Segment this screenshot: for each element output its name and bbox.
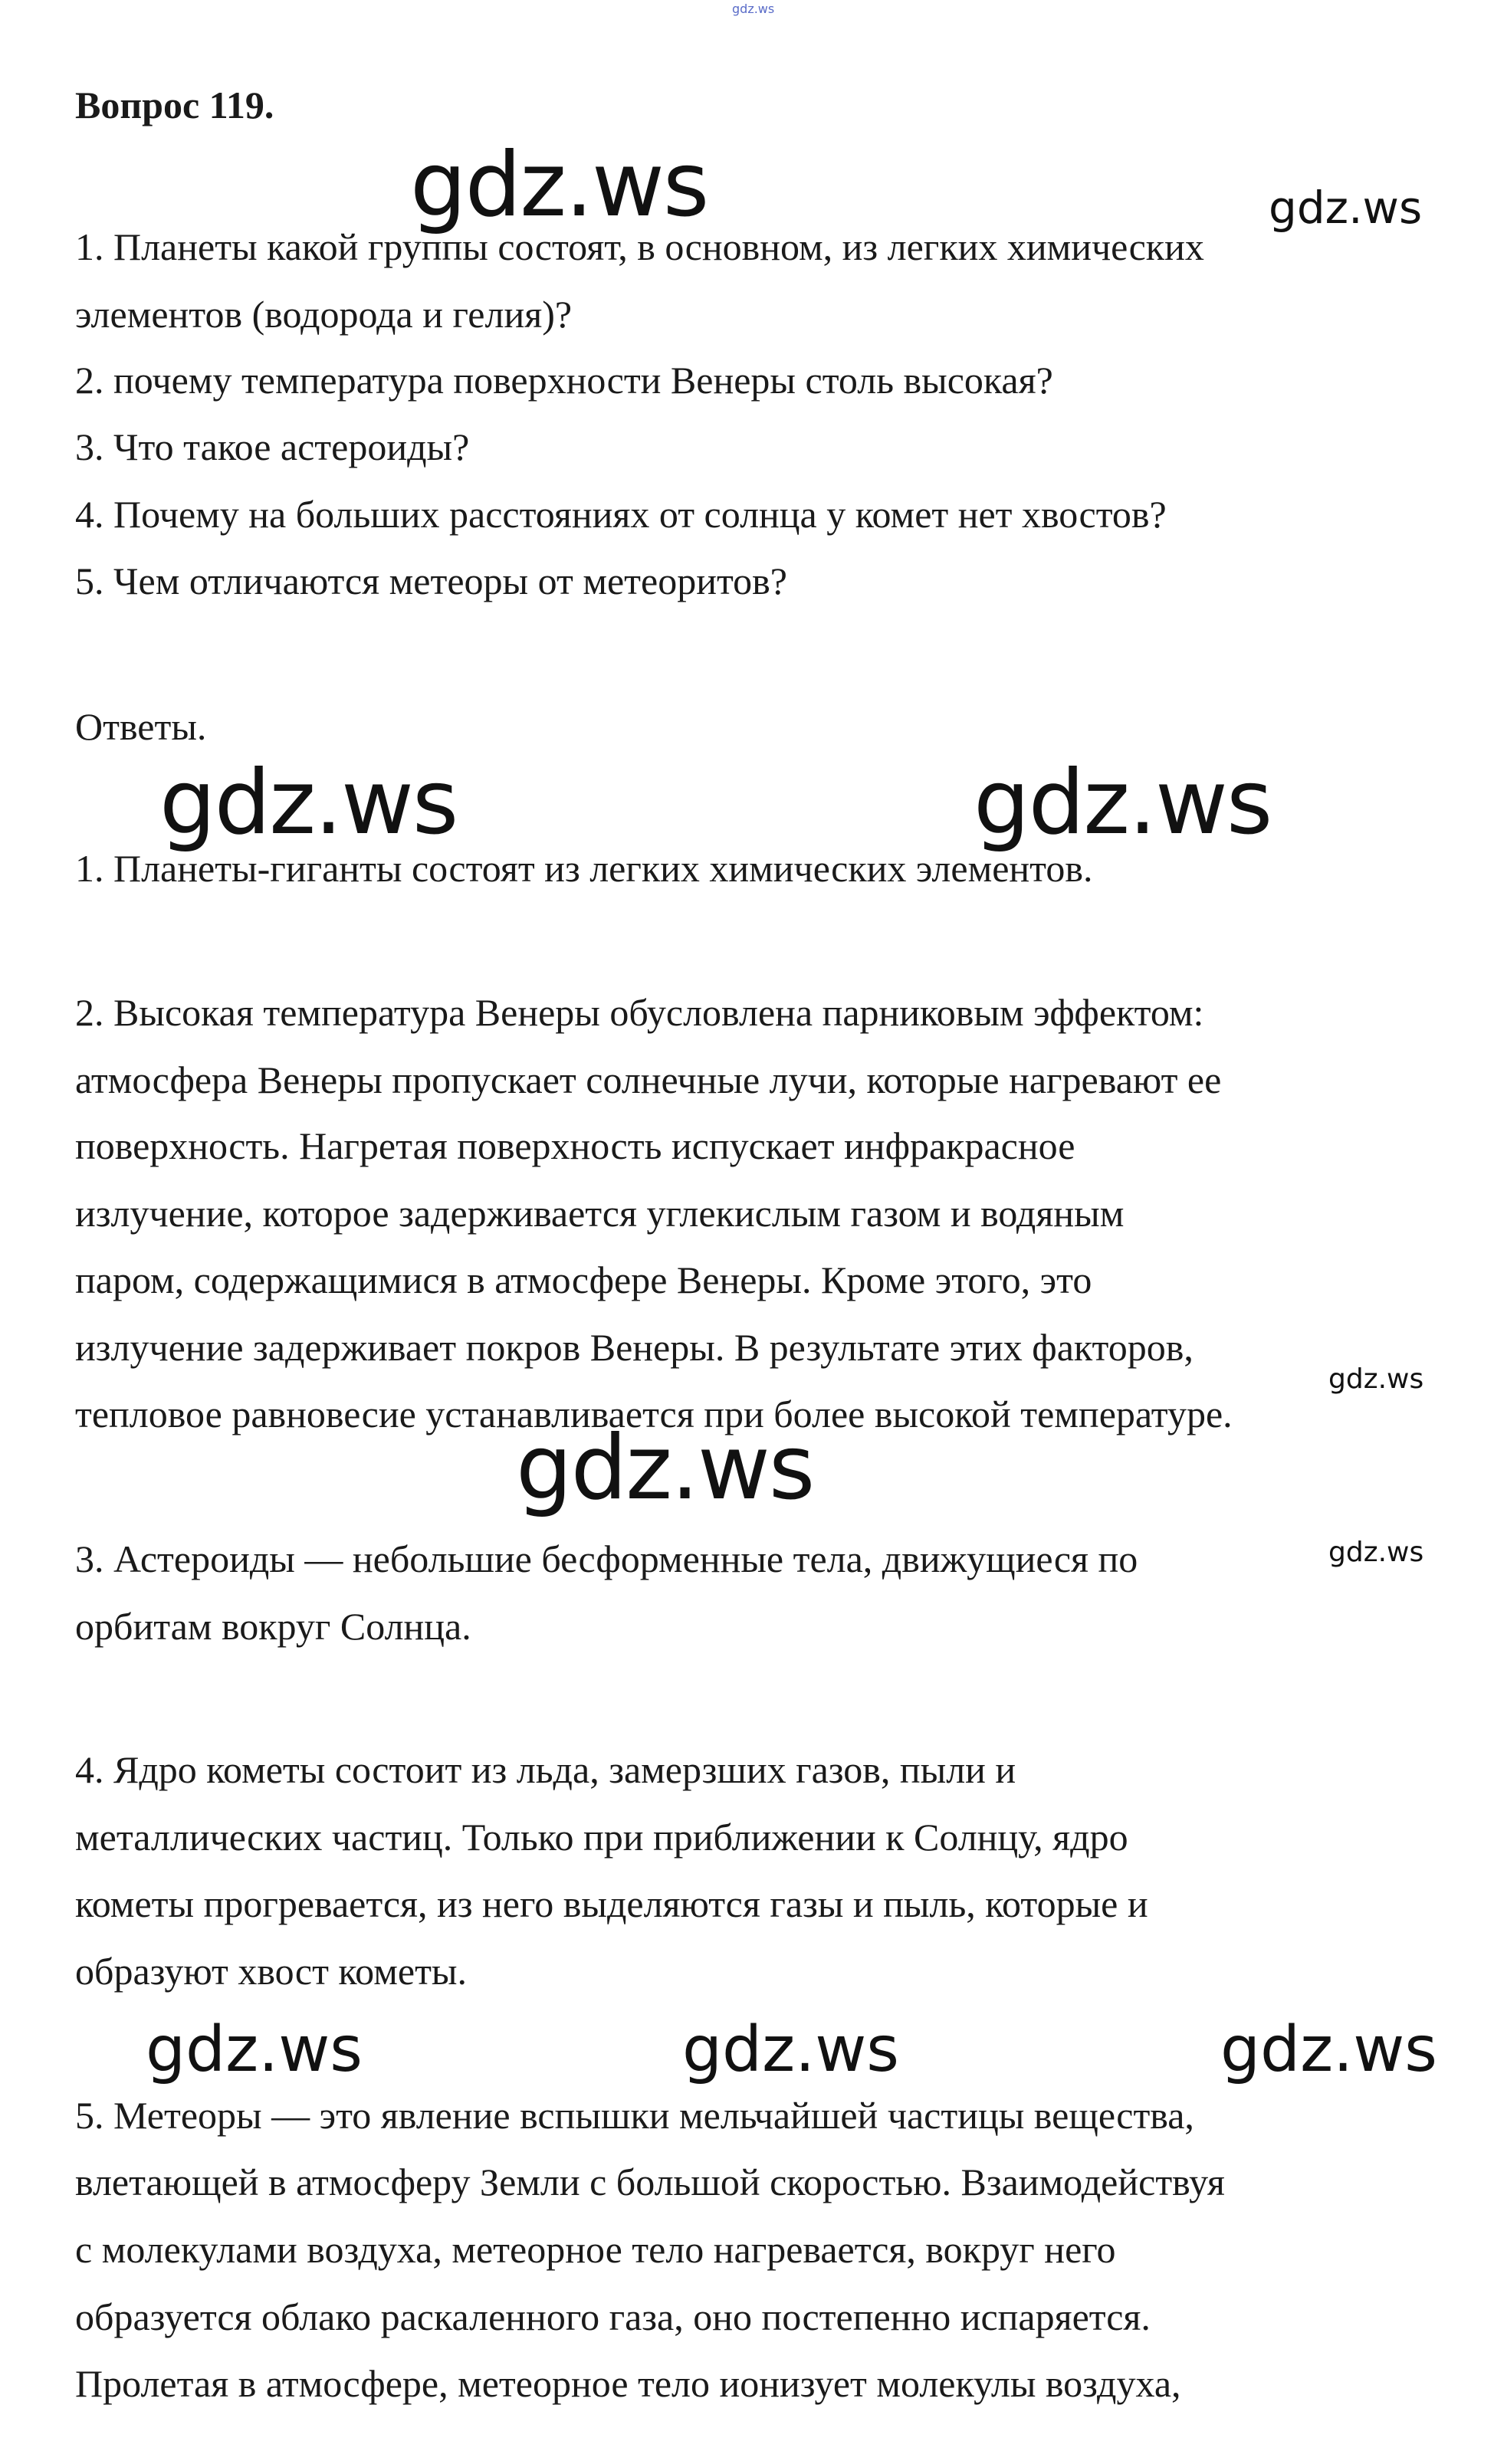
answer-line: влетающей в атмосферу Земли с большой скоростью. Взаимодействуя — [75, 2161, 1225, 2203]
answer-line: образуется облако раскаленного газа, оно постепенно испаряется. — [75, 2295, 1151, 2338]
watermark: gdz.ws — [1328, 1363, 1424, 1395]
watermark: gdz.ws — [682, 2013, 899, 2086]
watermark: gdz.ws — [1328, 1537, 1424, 1568]
question-line: 4. Почему на больших расстояниях от солнца у комет нет хвостов? — [75, 493, 1167, 536]
answer-line: тепловое равновесие устанавливается при более высокой температуре. — [75, 1393, 1233, 1435]
question-line: 3. Что такое астероиды? — [75, 425, 470, 468]
answer-line: кометы прогревается, из него выделяются газы и пыль, которые и — [75, 1882, 1148, 1925]
watermark: gdz.ws — [410, 133, 708, 237]
answer-line: Пролетая в атмосфере, метеорное тело ионизует молекулы воздуха, — [75, 2362, 1181, 2405]
answer-line: атмосфера Венеры пропускает солнечные лучи, которые нагревают ее — [75, 1058, 1222, 1101]
watermark: gdz.ws — [974, 751, 1272, 855]
question-line: элементов (водорода и гелия)? — [75, 293, 573, 336]
watermark: gdz.ws — [159, 751, 458, 855]
answer-line: орбитам вокруг Солнца. — [75, 1605, 471, 1648]
answer-line: образуют хвост кометы. — [75, 1950, 468, 1993]
answer-line: 5. Метеоры — это явление вспышки мельчайшей частицы вещества, — [75, 2094, 1194, 2137]
question-heading: Вопрос 119. — [75, 84, 274, 126]
answer-line: паром, содержащимися в атмосфере Венеры. Кроме этого, это — [75, 1258, 1092, 1301]
header-watermark: gdz.ws — [732, 2, 775, 16]
answer-line: 4. Ядро кометы состоит из льда, замерзших газов, пыли и — [75, 1748, 1016, 1791]
answer-line: излучение, которое задерживается углекислым газом и водяным — [75, 1192, 1125, 1235]
answer-line: 2. Высокая температура Венеры обусловлена парниковым эффектом: — [75, 991, 1204, 1034]
answer-line: с молекулами воздуха, метеорное тело нагревается, вокруг него — [75, 2228, 1116, 2271]
watermark: gdz.ws — [1220, 2013, 1437, 2086]
watermark: gdz.ws — [1269, 182, 1423, 234]
answer-line: поверхность. Нагретая поверхность испускает инфракрасное — [75, 1124, 1075, 1167]
question-line: 5. Чем отличаются метеоры от метеоритов? — [75, 559, 787, 602]
answer-line: 1. Планеты-гиганты состоят из легких химических элементов. — [75, 847, 1093, 890]
question-line: 1. Планеты какой группы состоят, в основном, из легких химических — [75, 225, 1204, 268]
answer-line: 3. Астероиды — небольшие бесформенные тела, движущиеся по — [75, 1537, 1138, 1580]
answer-line: излучение задерживает покров Венеры. В результате этих факторов, — [75, 1326, 1194, 1369]
question-line: 2. почему температура поверхности Венеры столь высокая? — [75, 359, 1053, 402]
answers-label: Ответы. — [75, 705, 207, 748]
answer-line: металлических частиц. Только при приближении к Солнцу, ядро — [75, 1816, 1128, 1859]
watermark: gdz.ws — [516, 1416, 814, 1520]
watermark: gdz.ws — [146, 2013, 363, 2086]
